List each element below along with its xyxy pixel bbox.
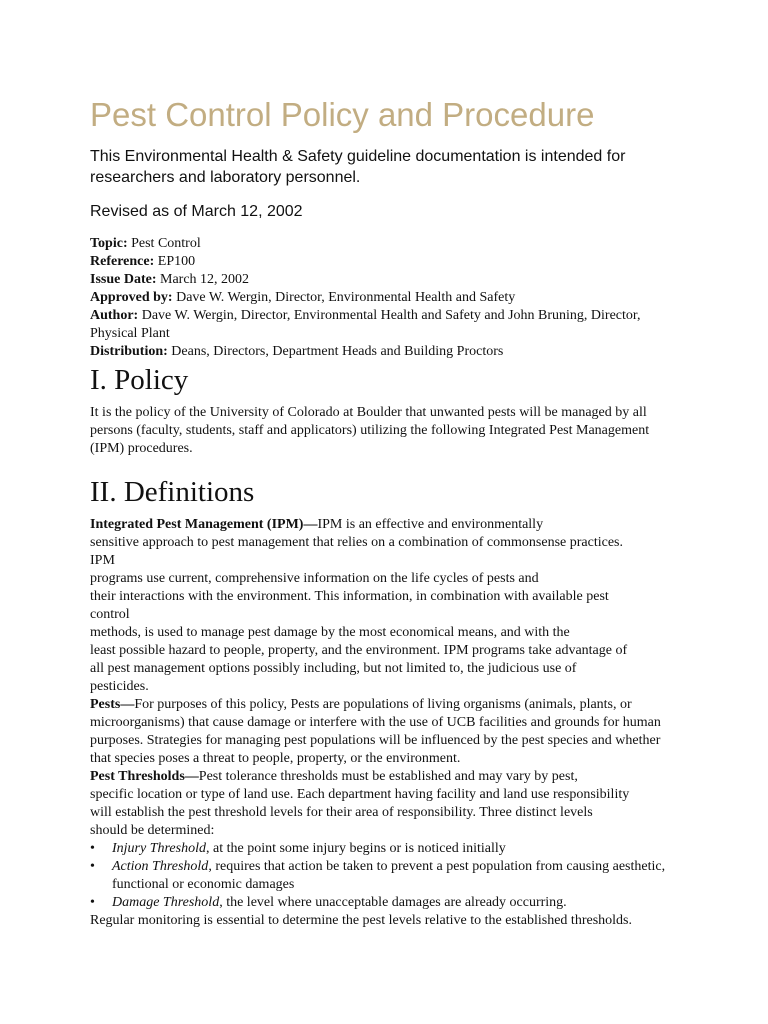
threshold-bullet-damage — [90, 894, 680, 912]
thresholds-term: Pest Thresholds— — [90, 769, 199, 784]
bullet-text: , at the point some injury begins or is noticed initially — [205, 841, 506, 856]
pests-term: Pests— — [90, 697, 135, 712]
ipm-definition-line: pesticides. — [90, 679, 149, 694]
meta-topic — [90, 235, 680, 253]
document-title: Pest Control Policy and Procedure — [90, 96, 595, 133]
meta-approved-by — [90, 289, 680, 307]
intro-paragraph: This Environmental Health & Safety guideline documentation is intended for researchers and laboratory personnel. — [90, 148, 626, 186]
document-metadata — [90, 235, 680, 361]
ipm-definition-line: their interactions with the environment. This information, in combination with available pest — [90, 589, 609, 604]
definitions-body — [90, 516, 680, 930]
thresholds-definition-line — [90, 768, 680, 786]
bullet-icon: • — [90, 859, 95, 874]
meta-label: Author: — [90, 308, 139, 323]
thresholds-definition-line: will establish the pest threshold levels for their area of responsibility. Three distinct levels — [90, 805, 593, 820]
bullet-term: Action Threshold — [112, 859, 209, 874]
pests-definition — [90, 696, 680, 768]
meta-distribution — [90, 343, 680, 361]
meta-label: Reference: — [90, 254, 155, 269]
ipm-term: Integrated Pest Management (IPM)— — [90, 517, 318, 532]
ipm-definition-line — [90, 516, 680, 534]
bullet-term: Injury Threshold — [112, 841, 206, 856]
thresholds-definition-line: specific location or type of land use. Each department having facility and land use responsibility — [90, 787, 630, 802]
policy-heading: I. Policy — [90, 364, 189, 396]
thresholds-definition-line: should be determined: — [90, 823, 215, 838]
meta-value: Pest Control — [127, 236, 201, 251]
meta-label: Issue Date: — [90, 272, 157, 287]
meta-issue-date — [90, 271, 680, 289]
bullet-icon: • — [90, 895, 95, 910]
pests-text: For purposes of this policy, Pests are populations of living organisms (animals, plants, or microorganisms) that cause damage or interfere with the use of UCB facilities and grounds for human purposes. Strategies for managing pest populations will be influenced by the pest species and whether that species poses a threat to people, property, or the environment. — [90, 697, 661, 766]
meta-value: Deans, Directors, Department Heads and Building Proctors — [167, 344, 504, 359]
meta-label: Topic: — [90, 236, 128, 251]
meta-reference — [90, 253, 680, 271]
ipm-definition-line: methods, is used to manage pest damage by the most economical means, and with the — [90, 625, 570, 640]
bullet-text: , the level where unacceptable damages are already occurring. — [219, 895, 567, 910]
threshold-bullet-injury — [90, 840, 680, 858]
ipm-definition-line: all pest management options possibly including, but not limited to, the judicious use of — [90, 661, 577, 676]
meta-value: March 12, 2002 — [156, 272, 250, 287]
policy-paragraph: It is the policy of the University of Colorado at Boulder that unwanted pests will be managed by all persons (faculty, students, staff and applicators) utilizing the following Integrated Pest Management (IPM) procedures. — [90, 405, 650, 456]
bullet-text: , requires that action be taken to prevent a pest population from causing aesthetic, functional or economic damages — [112, 859, 666, 892]
meta-label: Distribution: — [90, 344, 168, 359]
ipm-definition-line: programs use current, comprehensive information on the life cycles of pests and — [90, 571, 539, 586]
ipm-definition-line: IPM — [90, 553, 115, 568]
thresholds-text: Pest tolerance thresholds must be established and may vary by pest, — [198, 769, 578, 784]
bullet-term: Damage Threshold — [112, 895, 220, 910]
definitions-heading: II. Definitions — [90, 476, 255, 508]
meta-label: Approved by: — [90, 290, 173, 305]
ipm-definition-line: sensitive approach to pest management that relies on a combination of commonsense practices. — [90, 535, 623, 550]
threshold-bullet-action — [90, 858, 680, 894]
revised-date: Revised as of March 12, 2002 — [90, 203, 303, 220]
meta-value: Dave W. Wergin, Director, Environmental Health and Safety — [172, 290, 516, 305]
meta-value: Dave W. Wergin, Director, Environmental Health and Safety and John Bruning, Director, Physical Plant — [90, 308, 641, 341]
bullet-icon: • — [90, 841, 95, 856]
ipm-definition-line: control — [90, 607, 130, 622]
meta-author — [90, 307, 680, 343]
thresholds-closing: Regular monitoring is essential to determine the pest levels relative to the established thresholds. — [90, 913, 632, 928]
ipm-definition-line: least possible hazard to people, property, and the environment. IPM programs take advantage of — [90, 643, 628, 658]
ipm-text: IPM is an effective and environmentally — [317, 517, 544, 532]
meta-value: EP100 — [154, 254, 196, 269]
